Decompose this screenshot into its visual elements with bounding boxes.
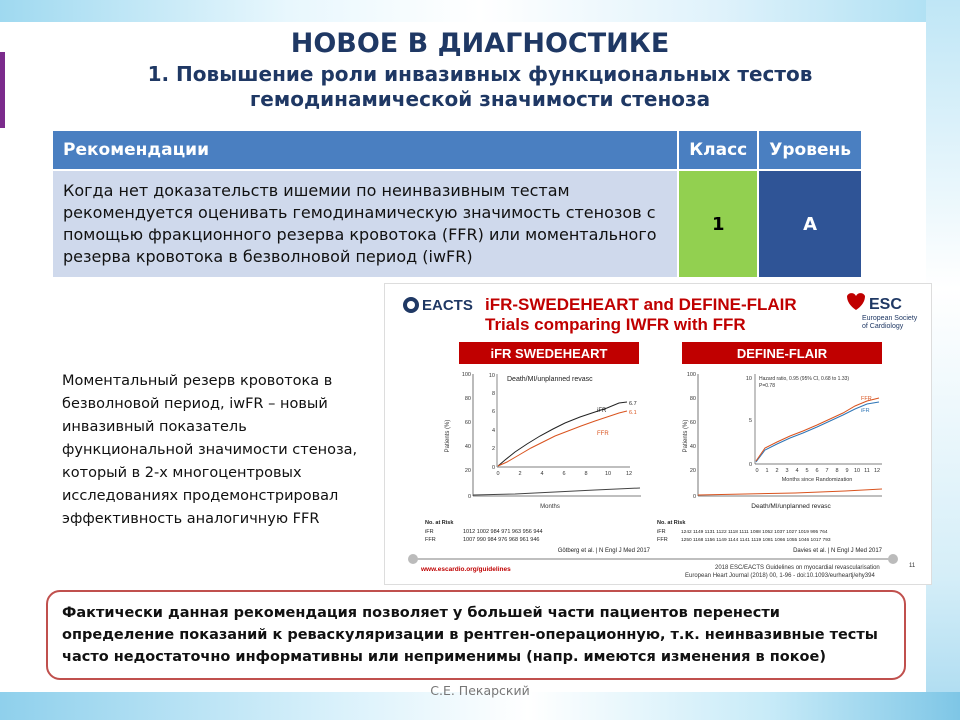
left-ifr-label: iFR: [597, 408, 607, 414]
esc-logo-sub1: European Society: [862, 315, 918, 322]
left-chart-title: Death/MI/unplanned revasc: [507, 376, 593, 383]
left-inset-tick: 2: [491, 446, 495, 452]
right-x-tick: 5: [805, 468, 809, 474]
right-inset-tick: 0: [748, 462, 752, 468]
left-y-tick: 100: [461, 372, 471, 378]
panel-left-title: iFR SWEDEHEART: [490, 346, 608, 361]
right-x-tick: 3: [785, 468, 789, 474]
class-value: 1: [678, 170, 758, 277]
right-risk-ifr: 1242 1149 1131 1122 1118 1111 1088 1052 1037 1027 1019 995 764: [681, 530, 828, 535]
right-y-tick: 100: [686, 372, 696, 378]
divider-dot-right: [888, 554, 898, 564]
left-inset-tick: 8: [491, 391, 495, 397]
slide-footer-line1: 2018 ESC/EACTS Guidelines on myocardial revascularisation: [715, 565, 880, 571]
right-inset-tick: 5: [748, 418, 752, 424]
left-no-at-risk: No. at Risk: [425, 520, 454, 526]
right-y-tick: 40: [689, 444, 696, 450]
right-y-tick: 60: [689, 420, 696, 426]
table-header-row: [53, 131, 862, 170]
right-y-tick: 80: [689, 396, 696, 402]
decorative-top-band: [0, 0, 960, 22]
left-ffr-curve: [498, 411, 627, 466]
left-y-tick: 60: [464, 420, 471, 426]
right-x-tick: 9: [845, 468, 849, 474]
right-x-tick: 12: [873, 468, 881, 474]
page-title: НОВОЕ В ДИАГНОСТИКЕ: [290, 28, 670, 59]
left-inset-x-tick: 6: [562, 471, 566, 477]
left-ffr-label: FFR: [597, 431, 609, 437]
risk-tables: [425, 520, 883, 554]
right-chart-caption: Death/MI/unplanned revasc: [751, 503, 831, 510]
left-inset-x-tick: 2: [518, 471, 522, 477]
header-class: Класс: [678, 131, 758, 170]
right-ifr-label: iFR: [861, 408, 870, 414]
right-months-since: Months since Randomization: [781, 477, 853, 483]
recommendation-text: Когда нет доказательств ишемии по неинвазивным тестам рекомендуется оценивать гемодинамическую значимость стенозов с помощью фракционного резерва кровотока (FFR) или моментального резерва кровотока в безволновой период (iwFR): [53, 170, 678, 277]
right-x-tick: 1: [765, 468, 769, 474]
left-risk-ffr: 1007 990 984 976 968 961 946: [463, 537, 540, 543]
left-chart: [445, 372, 641, 510]
hazard-line-2: P=0.78: [759, 383, 775, 389]
right-risk-ffr-label: FFR: [657, 537, 668, 543]
left-risk-ifr: 1012 1002 984 971 963 956 944: [463, 529, 543, 535]
right-main-curve: [698, 489, 882, 495]
right-chart: [683, 372, 882, 510]
right-y-label: Patients (%): [683, 419, 689, 453]
eacts-logo: [403, 297, 473, 314]
left-inset-x-tick: 0: [496, 471, 500, 477]
left-ifr-value: 6.7: [629, 401, 637, 407]
right-ffr-label: FFR: [861, 396, 872, 402]
left-inset-x-tick: 8: [584, 471, 588, 477]
left-ffr-value: 6.1: [629, 410, 637, 416]
left-y-tick: 20: [464, 468, 471, 474]
left-risk-ifr-label: iFR: [425, 529, 434, 535]
right-x-tick: 4: [795, 468, 799, 474]
eacts-logo-text: EACTS: [422, 297, 473, 314]
esc-logo-sub2: of Cardiology: [862, 323, 904, 330]
right-x-tick: 2: [775, 468, 779, 474]
left-x-label: Months: [540, 504, 560, 510]
right-risk-ifr-label: iFR: [657, 529, 666, 535]
right-no-at-risk: No. at Risk: [657, 520, 686, 526]
right-y-tick: 0: [692, 494, 696, 500]
left-main-curve: [473, 488, 640, 495]
left-inset-tick: 0: [491, 465, 495, 471]
panel-right-title: DEFINE-FLAIR: [736, 346, 828, 361]
header-recommendations: Рекомендации: [53, 131, 678, 170]
left-y-tick: 0: [467, 494, 471, 500]
iwfr-description: Моментальный резерв кровотока в безволновой период, iwFR – новый инвазивный показатель функциональной значимости стеноза, который в 2-х многоцентровых исследованиях продемонстрировал эффективность аналогичную FFR: [62, 373, 358, 527]
left-inset-x-tick: 10: [604, 471, 612, 477]
left-y-ticks: [462, 372, 471, 500]
slide-title-line1: iFR-SWEDEHEART and DEFINE-FLAIR: [485, 295, 797, 314]
conclusion-box: [46, 590, 906, 680]
right-x-tick: 10: [853, 468, 861, 474]
left-citation: Götberg et al. | N Engl J Med 2017: [557, 548, 650, 554]
right-risk-ffr: 1250 1168 1156 1149 1144 1141 1119 1081 1066 1055 1046 1017 793: [681, 538, 831, 543]
subtitle-line-2: гемодинамической значимости стеноза: [249, 87, 711, 111]
right-inset-tick: 10: [745, 376, 752, 382]
right-citation: Davies et al. | N Engl J Med 2017: [793, 548, 882, 554]
left-y-tick: 80: [464, 396, 471, 402]
subtitle-line-1: 1. Повышение роли инвазивных функциональных тестов: [147, 62, 813, 86]
left-risk-ffr-label: FFR: [425, 537, 436, 543]
right-x-tick: 11: [864, 468, 870, 474]
right-x-tick: 0: [755, 468, 759, 474]
conclusion-text: Фактически данная рекомендация позволяет у большей части пациентов перенести определение показаний к реваскуляризации в рентген-операционную, т.к. неинвазивные тесты часто недостаточно информативны или неприменимы (напр. имеются изменения в покое): [62, 605, 878, 665]
left-y-label: Patients (%): [445, 419, 451, 453]
hazard-line-1: Hazard ratio, 0.95 (95% CI, 0.68 to 1.33): [759, 376, 850, 382]
level-value: A: [758, 170, 862, 277]
right-x-tick: 8: [835, 468, 839, 474]
recommendation-table: [53, 131, 863, 277]
embedded-esc-slide: [384, 283, 932, 585]
esc-slide-figure: [385, 284, 931, 584]
left-inset-tick: 6: [491, 409, 495, 415]
left-inset-x-tick: 12: [625, 471, 633, 477]
right-x-tick: 6: [815, 468, 819, 474]
header-level: Уровень: [758, 131, 862, 170]
left-inset-x-tick: 4: [540, 471, 544, 477]
slide-footer-line2: European Heart Journal (2018) 00, 1-96 - doi:10.1093/eurheartj/ehy394: [685, 573, 875, 579]
right-x-tick: 7: [825, 468, 829, 474]
table-row: [53, 170, 862, 277]
left-inset-tick: 4: [491, 428, 495, 434]
left-y-tick: 40: [464, 444, 471, 450]
slide-page-number: 11: [909, 563, 916, 569]
slide-title-line2: Trials comparing IWFR with FFR: [485, 315, 746, 334]
heart-icon: [847, 293, 865, 310]
slide-url: www.escardio.org/guidelines: [421, 566, 511, 573]
esc-logo-text: ESC: [869, 296, 902, 313]
left-inset-tick: 10: [488, 373, 495, 379]
right-y-tick: 20: [689, 468, 696, 474]
author-name: С.Е. Пекарский: [430, 683, 530, 698]
esc-logo: [847, 293, 918, 330]
divider-dot-left: [408, 554, 418, 564]
page-subtitle: [0, 62, 960, 112]
